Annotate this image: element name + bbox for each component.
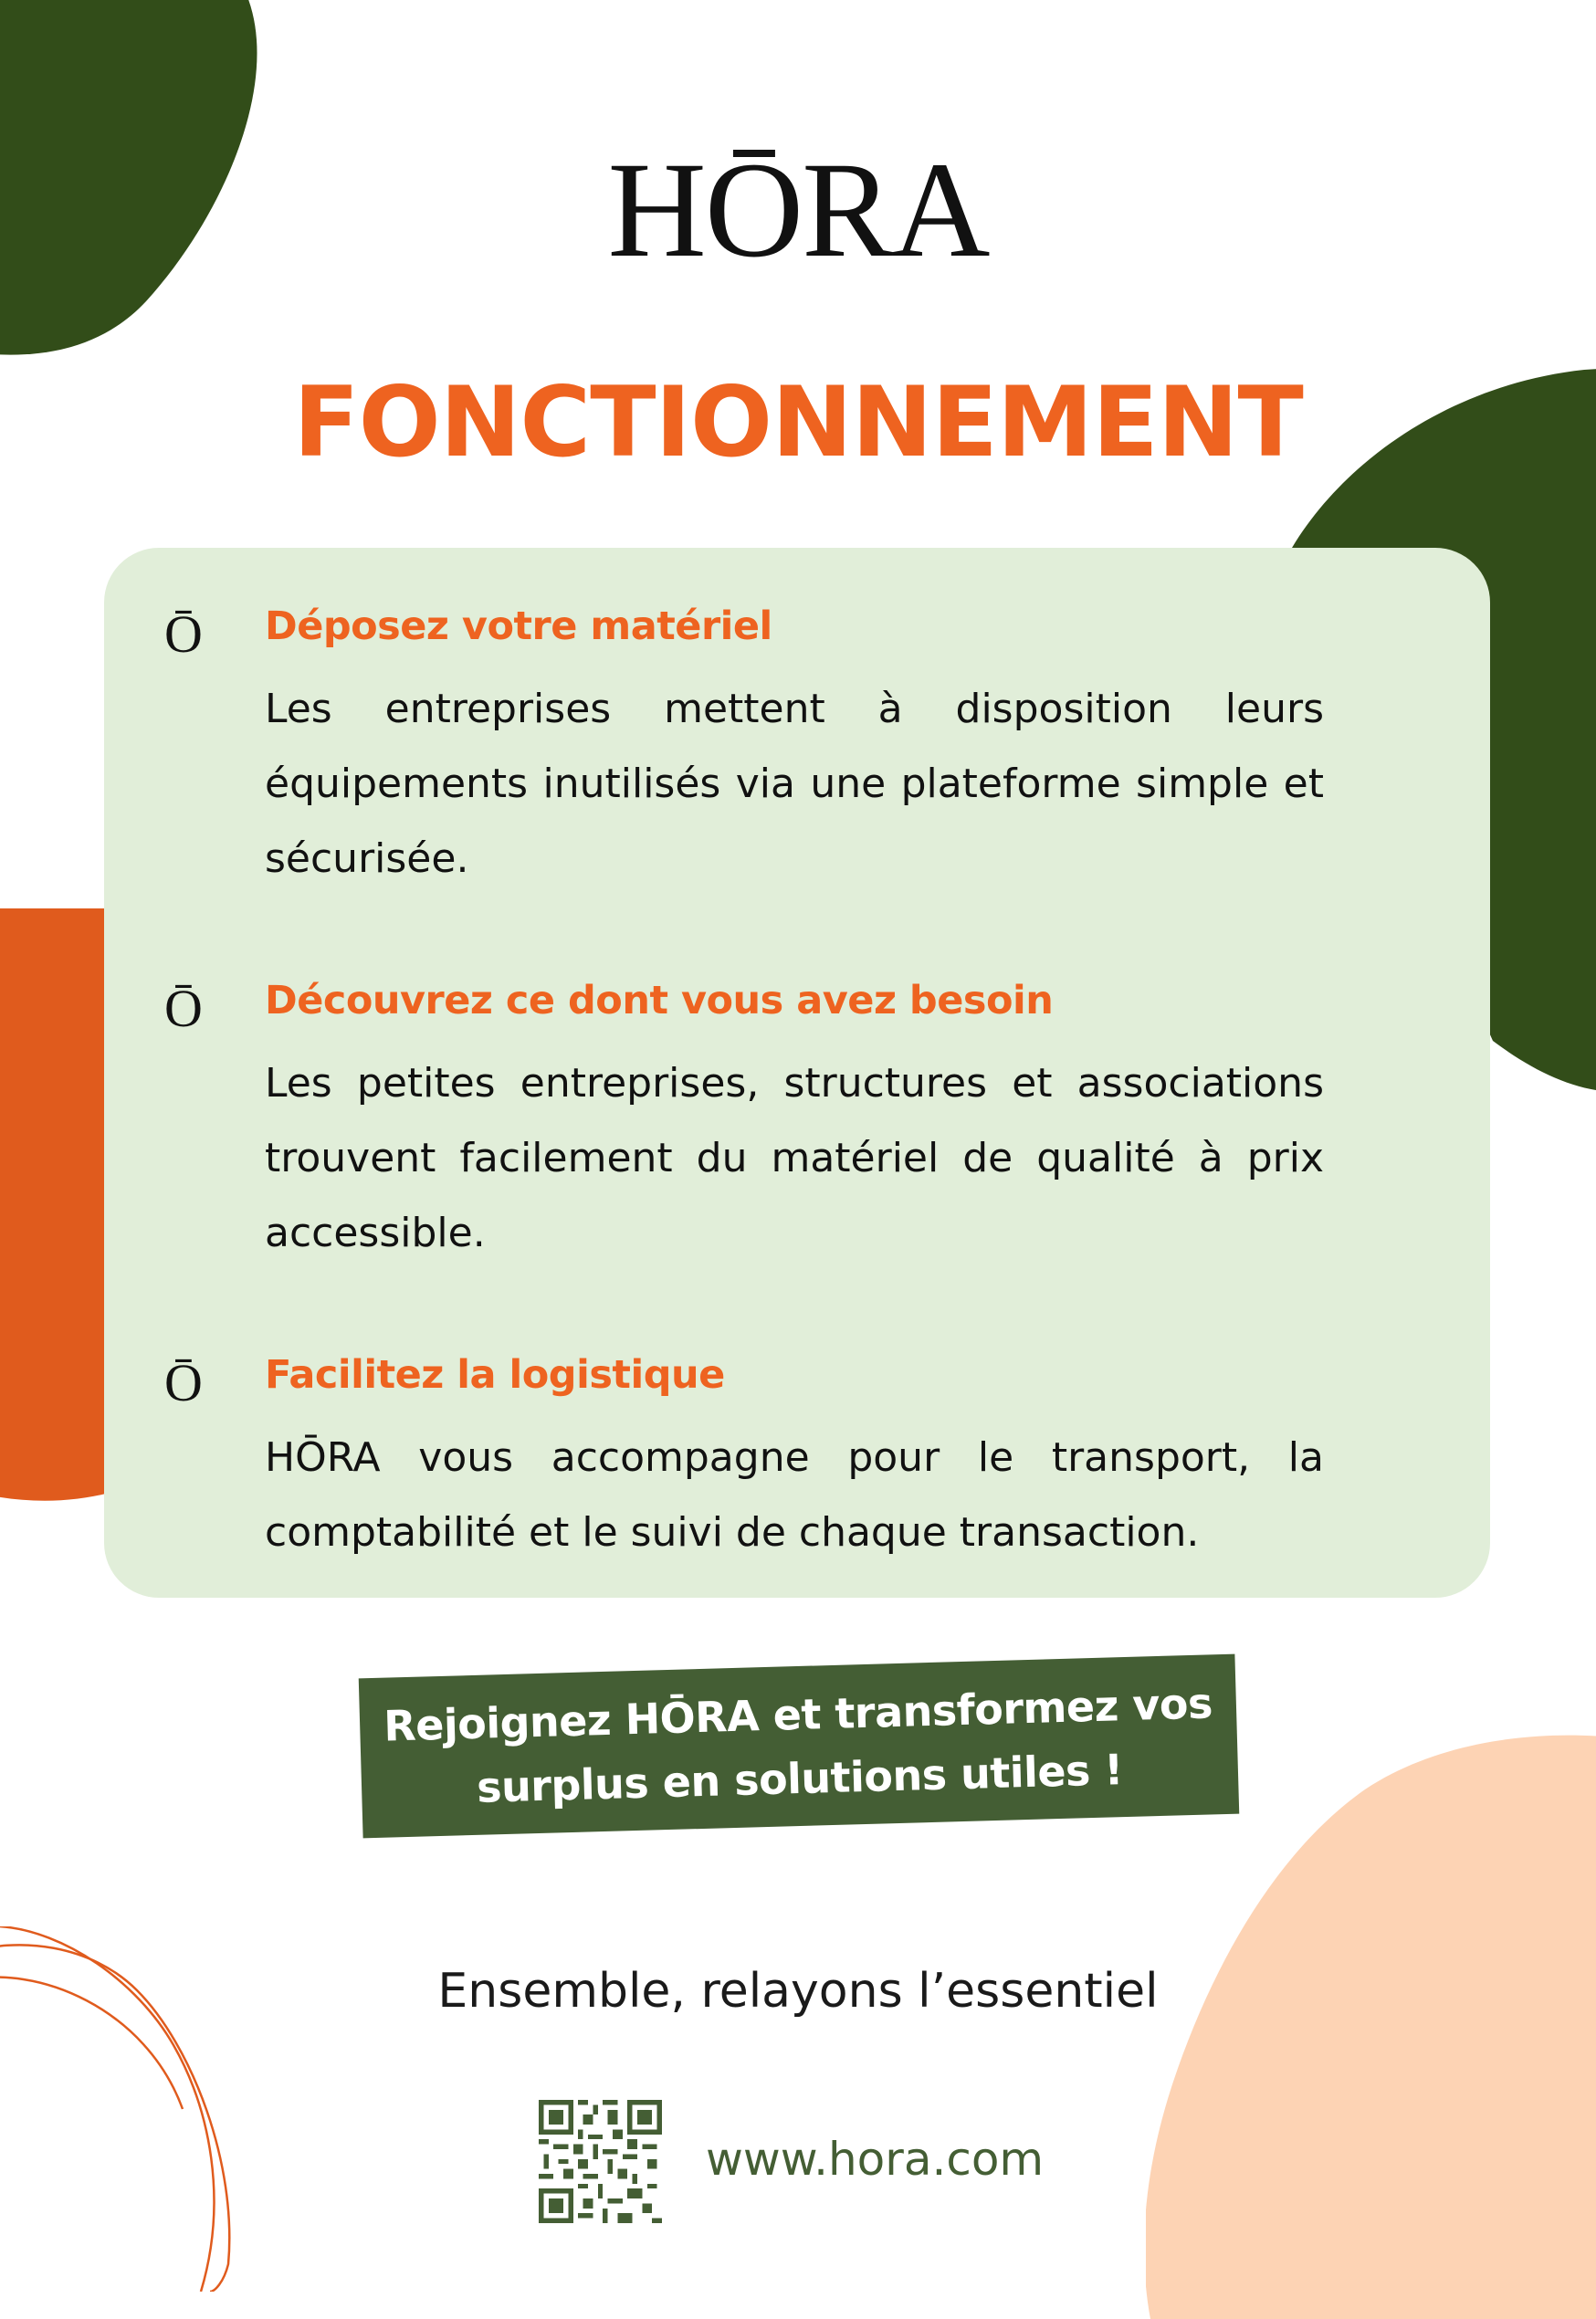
qr-code-icon <box>539 2100 662 2223</box>
step-deposit <box>164 601 1424 897</box>
hora-o-icon: Ō <box>164 604 203 664</box>
step-logistics <box>164 1349 1424 1570</box>
website-link[interactable]: www.hora.com <box>706 2133 1045 2186</box>
step-description: Les entreprises mettent à disposition leurs équipements inutilisés via une plateforme simple et sécurisée. <box>265 686 1324 882</box>
step-description: Les petites entreprises, structures et associations trouvent facilement du matériel de qualité à prix accessible. <box>265 1060 1324 1256</box>
cta-text <box>383 1671 1214 1821</box>
step-title: Facilitez la logistique <box>265 1352 725 1398</box>
page-title: FONCTIONNEMENT <box>293 366 1303 478</box>
hora-o-icon: Ō <box>164 1353 203 1412</box>
cta-banner <box>359 1654 1240 1839</box>
step-discover <box>164 975 1424 1271</box>
step-title: Déposez votre matériel <box>265 603 772 649</box>
orange-blob-left <box>0 908 110 1502</box>
cta-line-2: surplus en solutions utiles ! <box>476 1744 1124 1812</box>
step-description: HŌRA vous accompagne pour le transport, la comptabilité et le suivi de chaque transaction. <box>265 1434 1324 1556</box>
hora-o-icon: Ō <box>164 979 203 1038</box>
cta-line-1: Rejoignez HŌRA et transformez vos <box>383 1677 1213 1751</box>
tagline: Ensemble, relayons l’essentiel <box>437 1964 1159 2019</box>
hora-logo: HŌRA <box>607 134 989 286</box>
step-title: Découvrez ce dont vous avez besoin <box>265 978 1054 1023</box>
peach-blob-bottom-right <box>1146 1735 1596 2319</box>
steps-card <box>104 548 1490 1598</box>
